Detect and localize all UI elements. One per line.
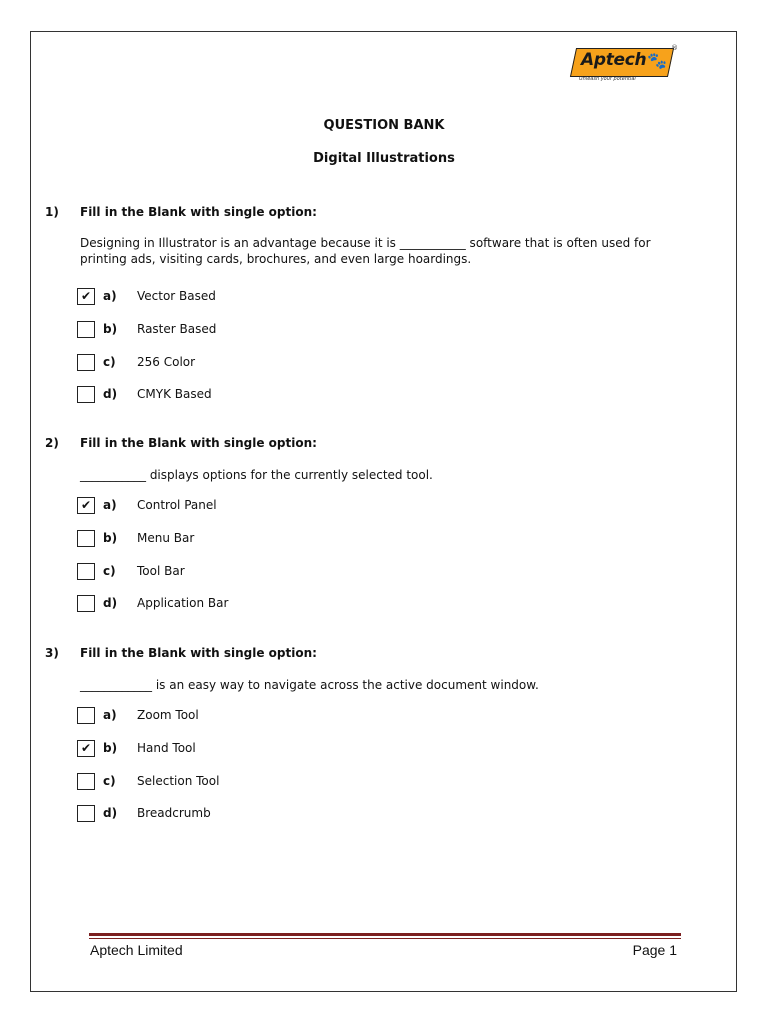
option-letter: a)	[103, 708, 117, 722]
option-label: 256 Color	[137, 355, 196, 369]
checkbox[interactable]	[77, 595, 95, 612]
question-heading: Fill in the Blank with single option:	[80, 646, 317, 660]
checkbox[interactable]	[77, 563, 95, 580]
option-label: Tool Bar	[137, 564, 185, 578]
option-letter: c)	[103, 355, 116, 369]
option-label: Menu Bar	[137, 531, 195, 545]
option-letter: c)	[103, 774, 116, 788]
option-a[interactable]	[77, 288, 477, 307]
option-letter: a)	[103, 289, 117, 303]
option-d[interactable]	[77, 386, 477, 405]
option-letter: d)	[103, 387, 118, 401]
option-letter: b)	[103, 741, 118, 755]
footer-company: Aptech Limited	[90, 942, 183, 958]
registered-mark: ®	[671, 44, 678, 52]
option-label: CMYK Based	[137, 387, 212, 401]
question-text: ___________ displays options for the currently selected tool.	[80, 468, 433, 482]
question-heading: Fill in the Blank with single option:	[80, 205, 317, 219]
checkbox[interactable]	[77, 530, 95, 547]
option-label: Breadcrumb	[137, 806, 211, 820]
option-letter: a)	[103, 498, 117, 512]
option-label: Control Panel	[137, 498, 217, 512]
question-number: 3)	[45, 646, 59, 660]
option-letter: c)	[103, 564, 116, 578]
aptech-logo	[571, 44, 678, 85]
question-number: 1)	[45, 205, 59, 219]
option-b[interactable]	[77, 530, 477, 549]
checkbox[interactable]: ✔	[77, 740, 95, 757]
option-label: Zoom Tool	[137, 708, 199, 722]
checkbox[interactable]: ✔	[77, 288, 95, 305]
option-c[interactable]	[77, 773, 477, 792]
footer-rule-thick	[89, 933, 681, 936]
question-text: ____________ is an easy way to navigate across the active document window.	[80, 678, 539, 692]
option-letter: d)	[103, 596, 118, 610]
checkbox[interactable]	[77, 386, 95, 403]
question-number: 2)	[45, 436, 59, 450]
checkbox[interactable]	[77, 321, 95, 338]
option-c[interactable]	[77, 563, 477, 582]
option-d[interactable]	[77, 805, 477, 824]
option-letter: b)	[103, 322, 118, 336]
question-heading: Fill in the Blank with single option:	[80, 436, 317, 450]
paw-icon: 🐾	[647, 51, 667, 70]
option-b[interactable]	[77, 740, 477, 759]
option-b[interactable]	[77, 321, 477, 340]
option-label: Vector Based	[137, 289, 216, 303]
option-label: Selection Tool	[137, 774, 220, 788]
option-a[interactable]	[77, 497, 477, 516]
checkbox[interactable]: ✔	[77, 497, 95, 514]
footer-rule-thin	[89, 938, 681, 939]
checkbox[interactable]	[77, 773, 95, 790]
option-letter: d)	[103, 806, 118, 820]
option-a[interactable]	[77, 707, 477, 726]
checkbox[interactable]	[77, 805, 95, 822]
option-label: Raster Based	[137, 322, 217, 336]
option-d[interactable]	[77, 595, 477, 614]
page-title: QUESTION BANK	[323, 118, 445, 133]
option-letter: b)	[103, 531, 118, 545]
logo-tagline: Unleash your potential	[579, 76, 636, 82]
question-text: Designing in Illustrator is an advantage because it is ___________ software that is often used for printing ads, visiting cards, brochures, and even large hoardings.	[80, 236, 651, 266]
page-subtitle: Digital Illustrations	[313, 151, 455, 166]
logo-brand-text: Aptech	[581, 50, 647, 70]
checkbox[interactable]	[77, 707, 95, 724]
footer-page-number: Page 1	[632, 942, 677, 958]
option-label: Application Bar	[137, 596, 229, 610]
option-label: Hand Tool	[137, 741, 196, 755]
checkbox[interactable]	[77, 354, 95, 371]
option-c[interactable]	[77, 354, 477, 373]
